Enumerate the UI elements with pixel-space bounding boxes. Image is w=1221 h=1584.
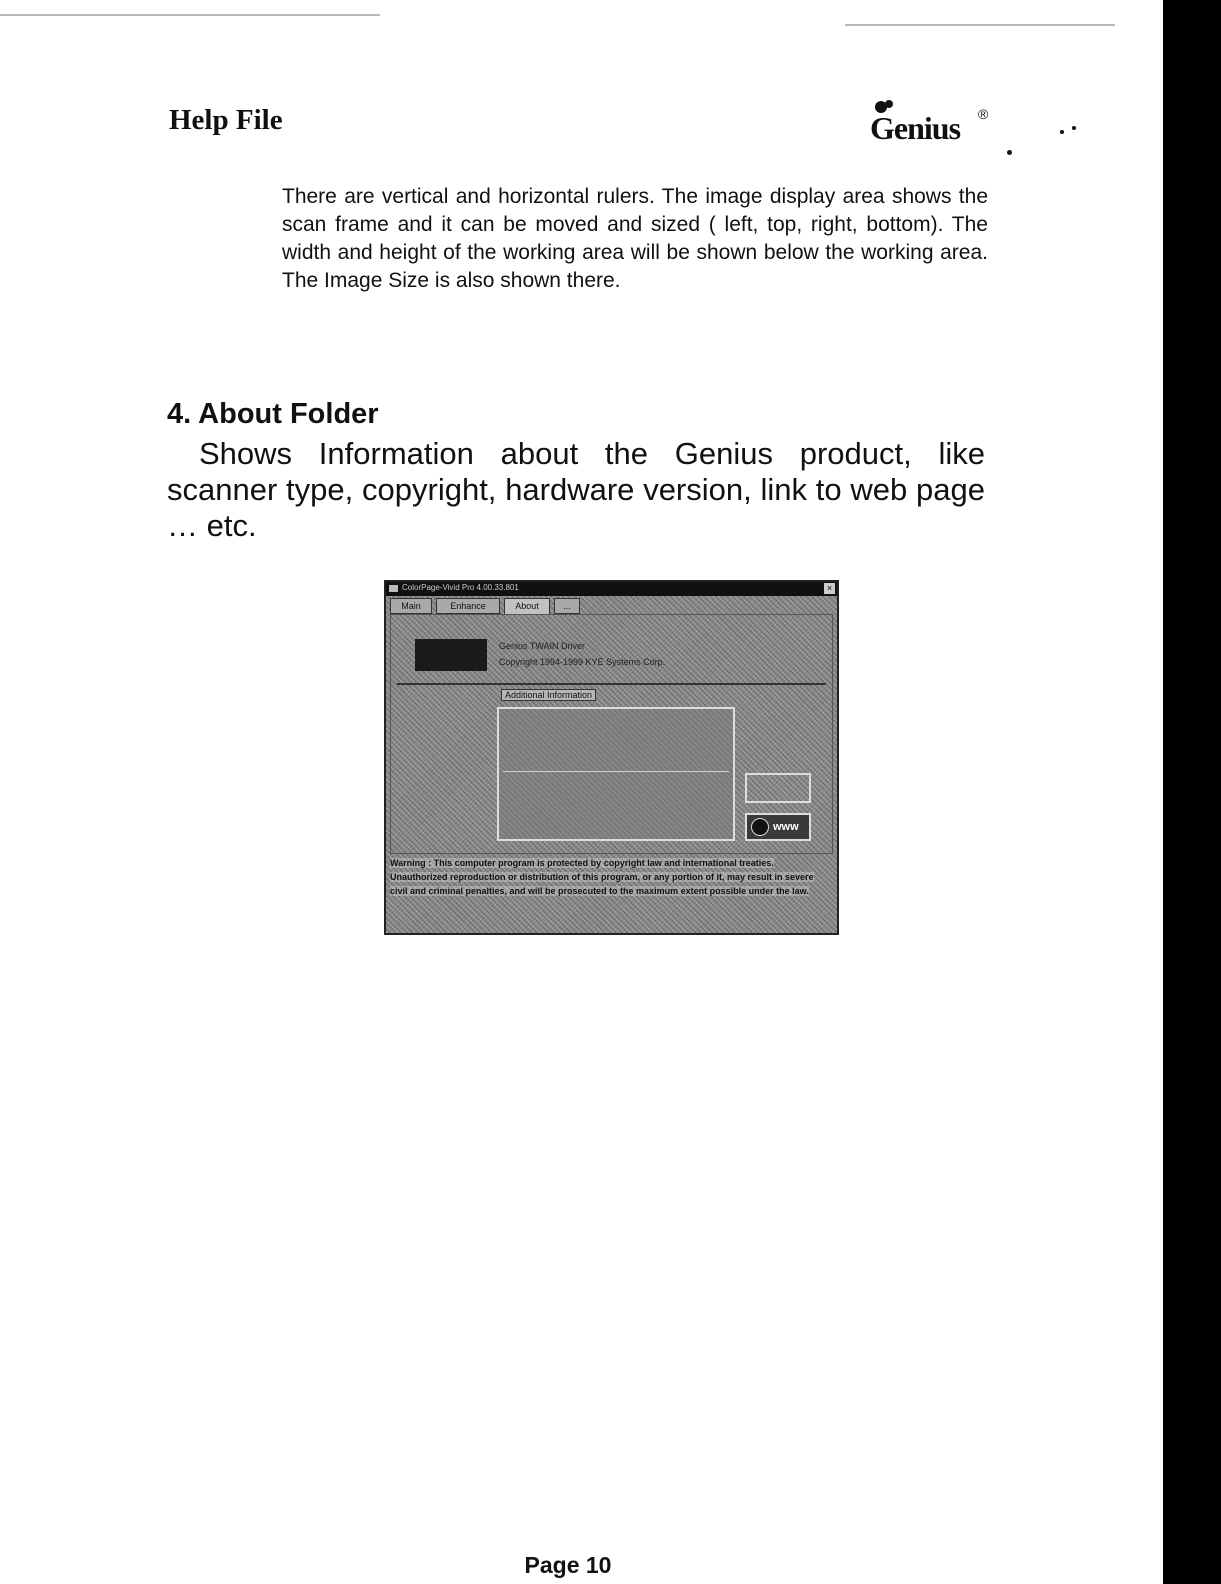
- copyright-text: Copyright 1994-1999 KYE Systems Corp.: [499, 657, 666, 667]
- scan-speck: [1072, 126, 1076, 130]
- page-number: Page 10: [524, 1552, 612, 1578]
- scan-black-edge: [1163, 0, 1221, 1584]
- scan-noise-line: [845, 24, 1115, 26]
- section-heading: 4. About Folder: [167, 398, 379, 430]
- globe-icon: [751, 818, 769, 836]
- page-header-title: Help File: [169, 104, 283, 136]
- scan-speck: [1060, 130, 1064, 134]
- tab-main[interactable]: Main: [390, 598, 432, 614]
- registered-mark: ®: [978, 106, 989, 122]
- logo-text: Genius: [870, 110, 961, 146]
- product-logo-box: [415, 639, 487, 671]
- dialog-title: ColorPage-Vivid Pro 4.00.33.801: [402, 583, 519, 592]
- www-link-button[interactable]: [745, 813, 811, 841]
- about-dialog-screenshot: [384, 580, 839, 935]
- additional-info-box[interactable]: [497, 707, 735, 841]
- info-divider: [503, 771, 729, 772]
- www-label: www: [773, 821, 799, 833]
- warning-text-content: Warning : This computer program is protected by copyright law and international treaties. Unauthorized reproduction or distribution of this program, or any portion of it, may result in severe civil and criminal penalties, and will be prosecuted to the maximum extent possible under the law.: [390, 858, 814, 896]
- section-body: Shows Information about the Genius product, like scanner type, copyright, hardware version, link to web page … etc.: [167, 436, 985, 543]
- tab-extra[interactable]: ...: [554, 598, 580, 614]
- additional-info-label: Additional Information: [501, 689, 596, 701]
- scan-noise-line: [0, 14, 380, 16]
- tab-about[interactable]: About: [504, 598, 550, 615]
- dialog-titlebar: [386, 582, 837, 596]
- scan-speck: [1007, 150, 1012, 155]
- app-icon: [389, 585, 398, 592]
- version-box: [745, 773, 811, 803]
- intro-paragraph: There are vertical and horizontal rulers. The image display area shows the scan frame and it can be moved and sized ( left, top, right, bottom). The width and height of the working area will be shown below the working area. The Image Size is also shown there.: [282, 185, 988, 292]
- genius-logo: [868, 98, 998, 156]
- tab-enhance[interactable]: Enhance: [436, 598, 500, 614]
- about-panel: [390, 614, 833, 854]
- product-name: Genius TWAIN Driver: [499, 641, 586, 651]
- panel-separator: [397, 683, 826, 685]
- warning-text: [390, 856, 833, 930]
- close-button[interactable]: ×: [824, 583, 835, 594]
